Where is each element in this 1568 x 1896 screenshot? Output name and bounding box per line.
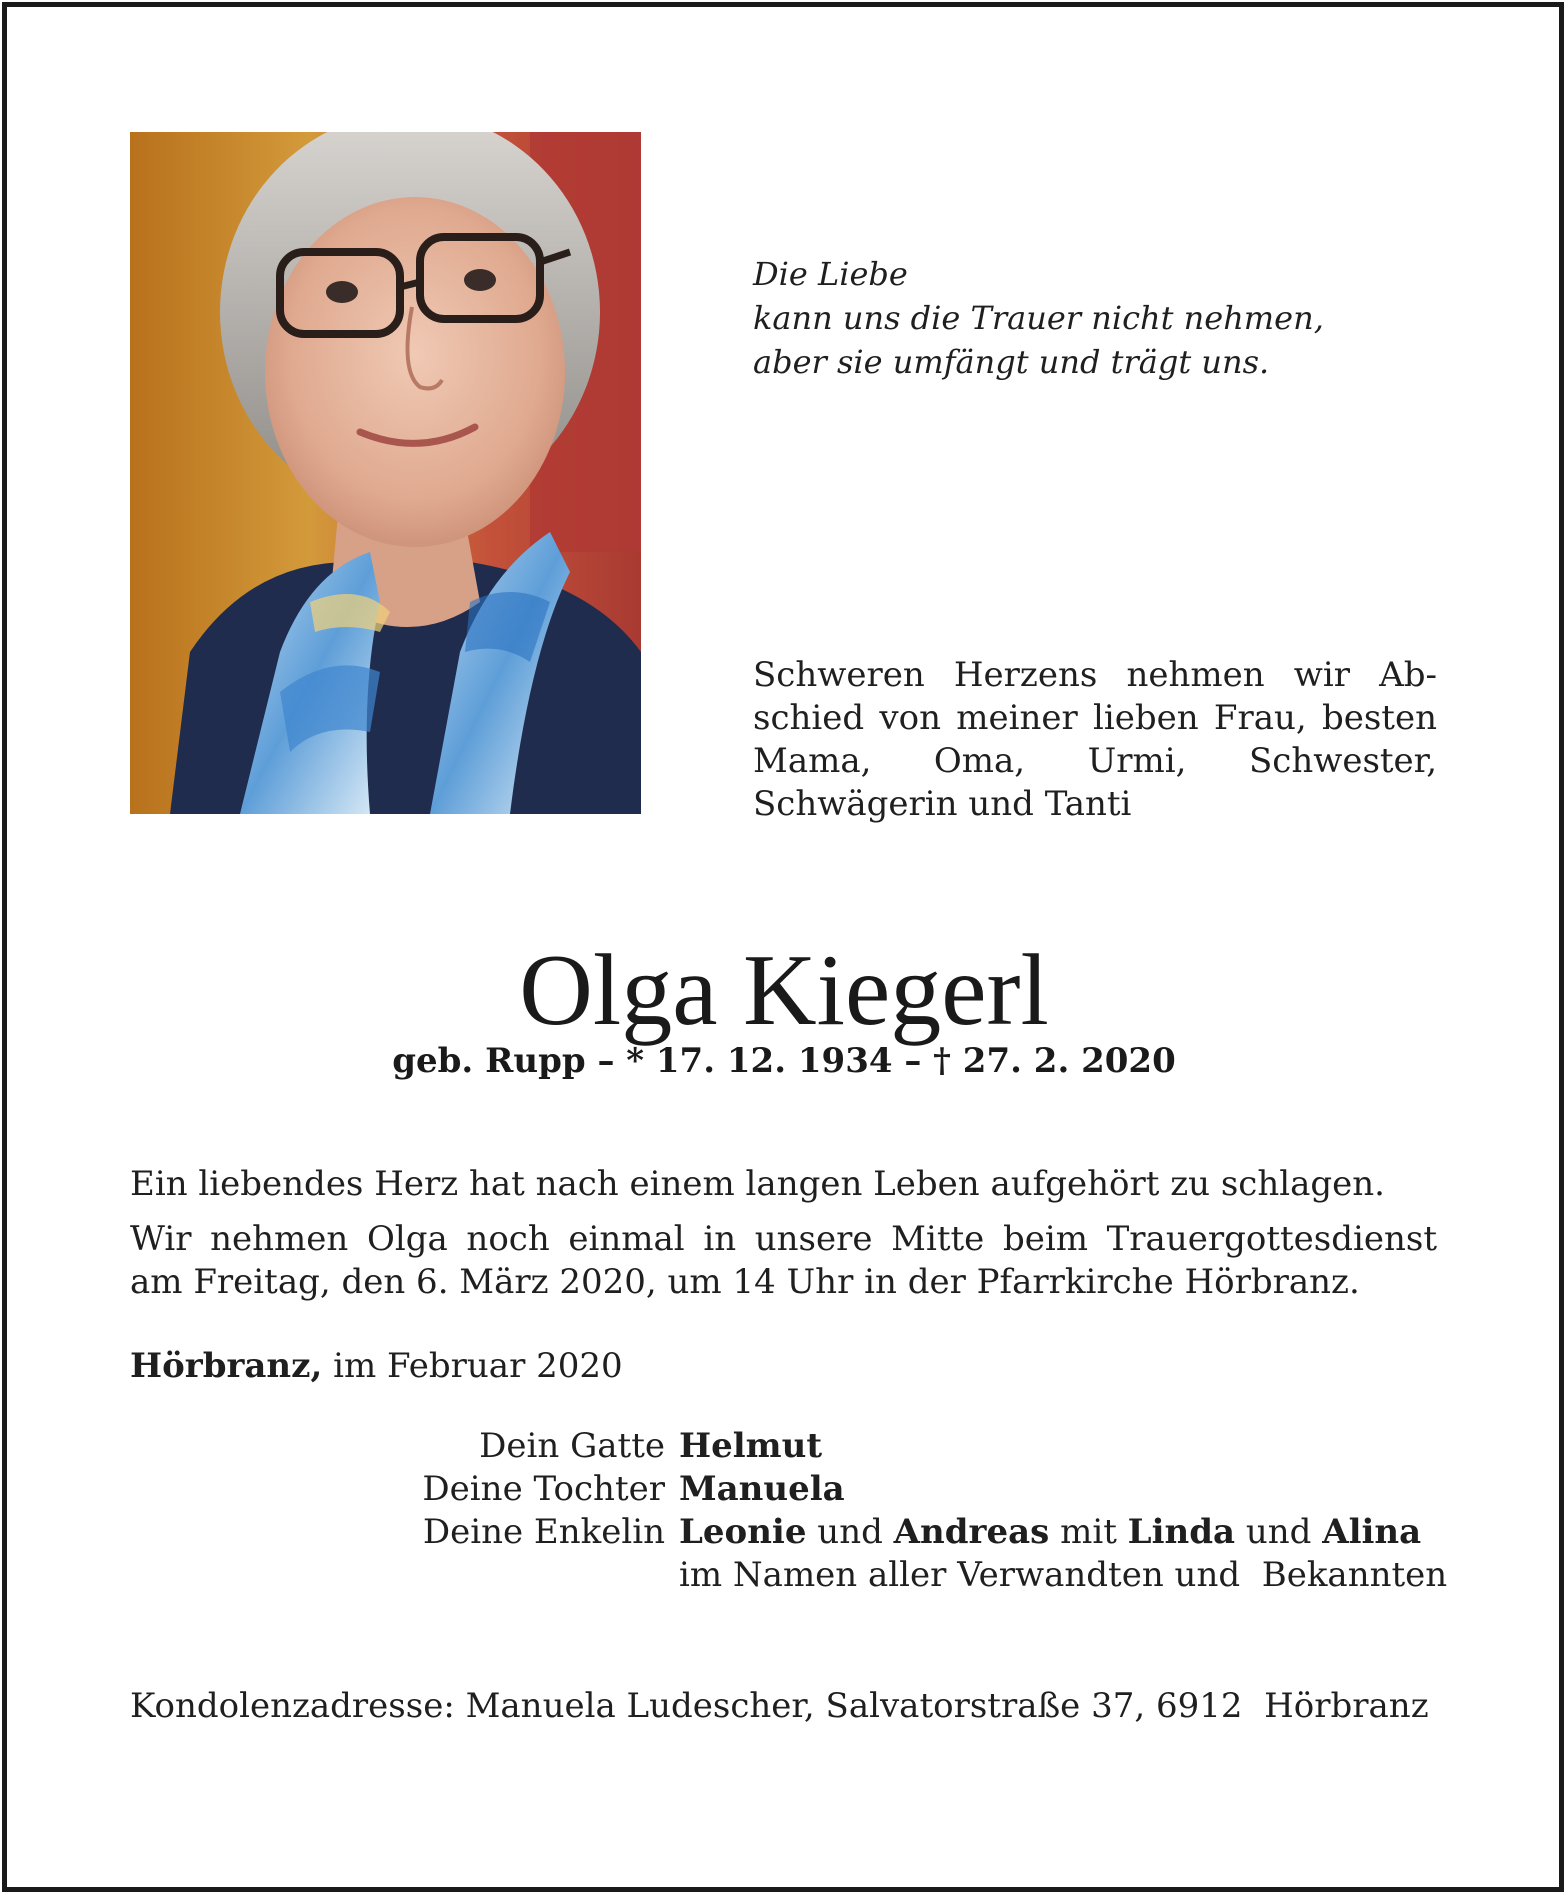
family-row xyxy=(300,1425,1450,1468)
family-label-empty xyxy=(300,1554,679,1597)
family-name: Alina xyxy=(1322,1512,1422,1552)
quote xyxy=(753,252,1473,384)
family-row xyxy=(300,1468,1450,1511)
family-names xyxy=(679,1468,845,1511)
intro-text: Schweren Herzens nehmen wir Abschied von meiner lieben Frau, besten Mama, Oma, Urmi, Schwester, Schwägerin und Tanti xyxy=(753,655,1437,824)
family-name: Andreas xyxy=(893,1512,1050,1552)
service-line: Wir nehmen Olga noch einmal in unsere Mitte beim Trauergottesdienst xyxy=(130,1219,1437,1259)
service-line: am Freitag, den 6. März 2020, um 14 Uhr in der Pfarrkirche Hörbranz. xyxy=(130,1262,1360,1302)
place-date-text: im Februar 2020 xyxy=(333,1346,623,1386)
family-closing: im Namen aller Verwandten und Bekannten xyxy=(679,1555,1448,1595)
family-label: Dein Gatte xyxy=(479,1426,665,1466)
condolence-address: Kondolenzadresse: Manuela Ludescher, Salvatorstraße 37, 6912 Hörbranz xyxy=(130,1686,1429,1726)
family-row xyxy=(300,1511,1450,1554)
family-names xyxy=(679,1425,822,1468)
quote-line: aber sie umfängt und trägt uns. xyxy=(753,343,1270,381)
family-name: Helmut xyxy=(679,1426,823,1466)
family-conjunction: und xyxy=(817,1512,883,1552)
family-conjunction: und xyxy=(1245,1512,1312,1552)
place-town: Hörbranz, xyxy=(130,1346,323,1386)
family-name: Linda xyxy=(1127,1512,1236,1552)
birth-death-dates: geb. Rupp – * 17. 12. 1934 – † 27. 2. 2020 xyxy=(392,1041,1176,1081)
family-label: Deine Enkelin xyxy=(422,1512,665,1552)
family-name: Manuela xyxy=(679,1469,845,1509)
family-label: Deine Tochter xyxy=(422,1469,665,1509)
deceased-name: Olga Kiegerl xyxy=(519,934,1049,1047)
quote-line: Die Liebe xyxy=(753,255,908,293)
portrait-photo xyxy=(130,132,641,814)
quote-line: kann uns die Trauer nicht nehmen, xyxy=(753,299,1324,337)
service-paragraph xyxy=(130,1218,1437,1304)
family-row xyxy=(300,1554,1450,1597)
family-name: Leonie xyxy=(679,1512,807,1552)
body-sentence: Ein liebendes Herz hat nach einem langen Leben aufgehört zu schlagen. xyxy=(130,1164,1385,1204)
family-list xyxy=(300,1425,1450,1597)
place-date xyxy=(130,1345,623,1388)
family-names xyxy=(679,1511,1421,1554)
family-conjunction: mit xyxy=(1060,1512,1117,1552)
